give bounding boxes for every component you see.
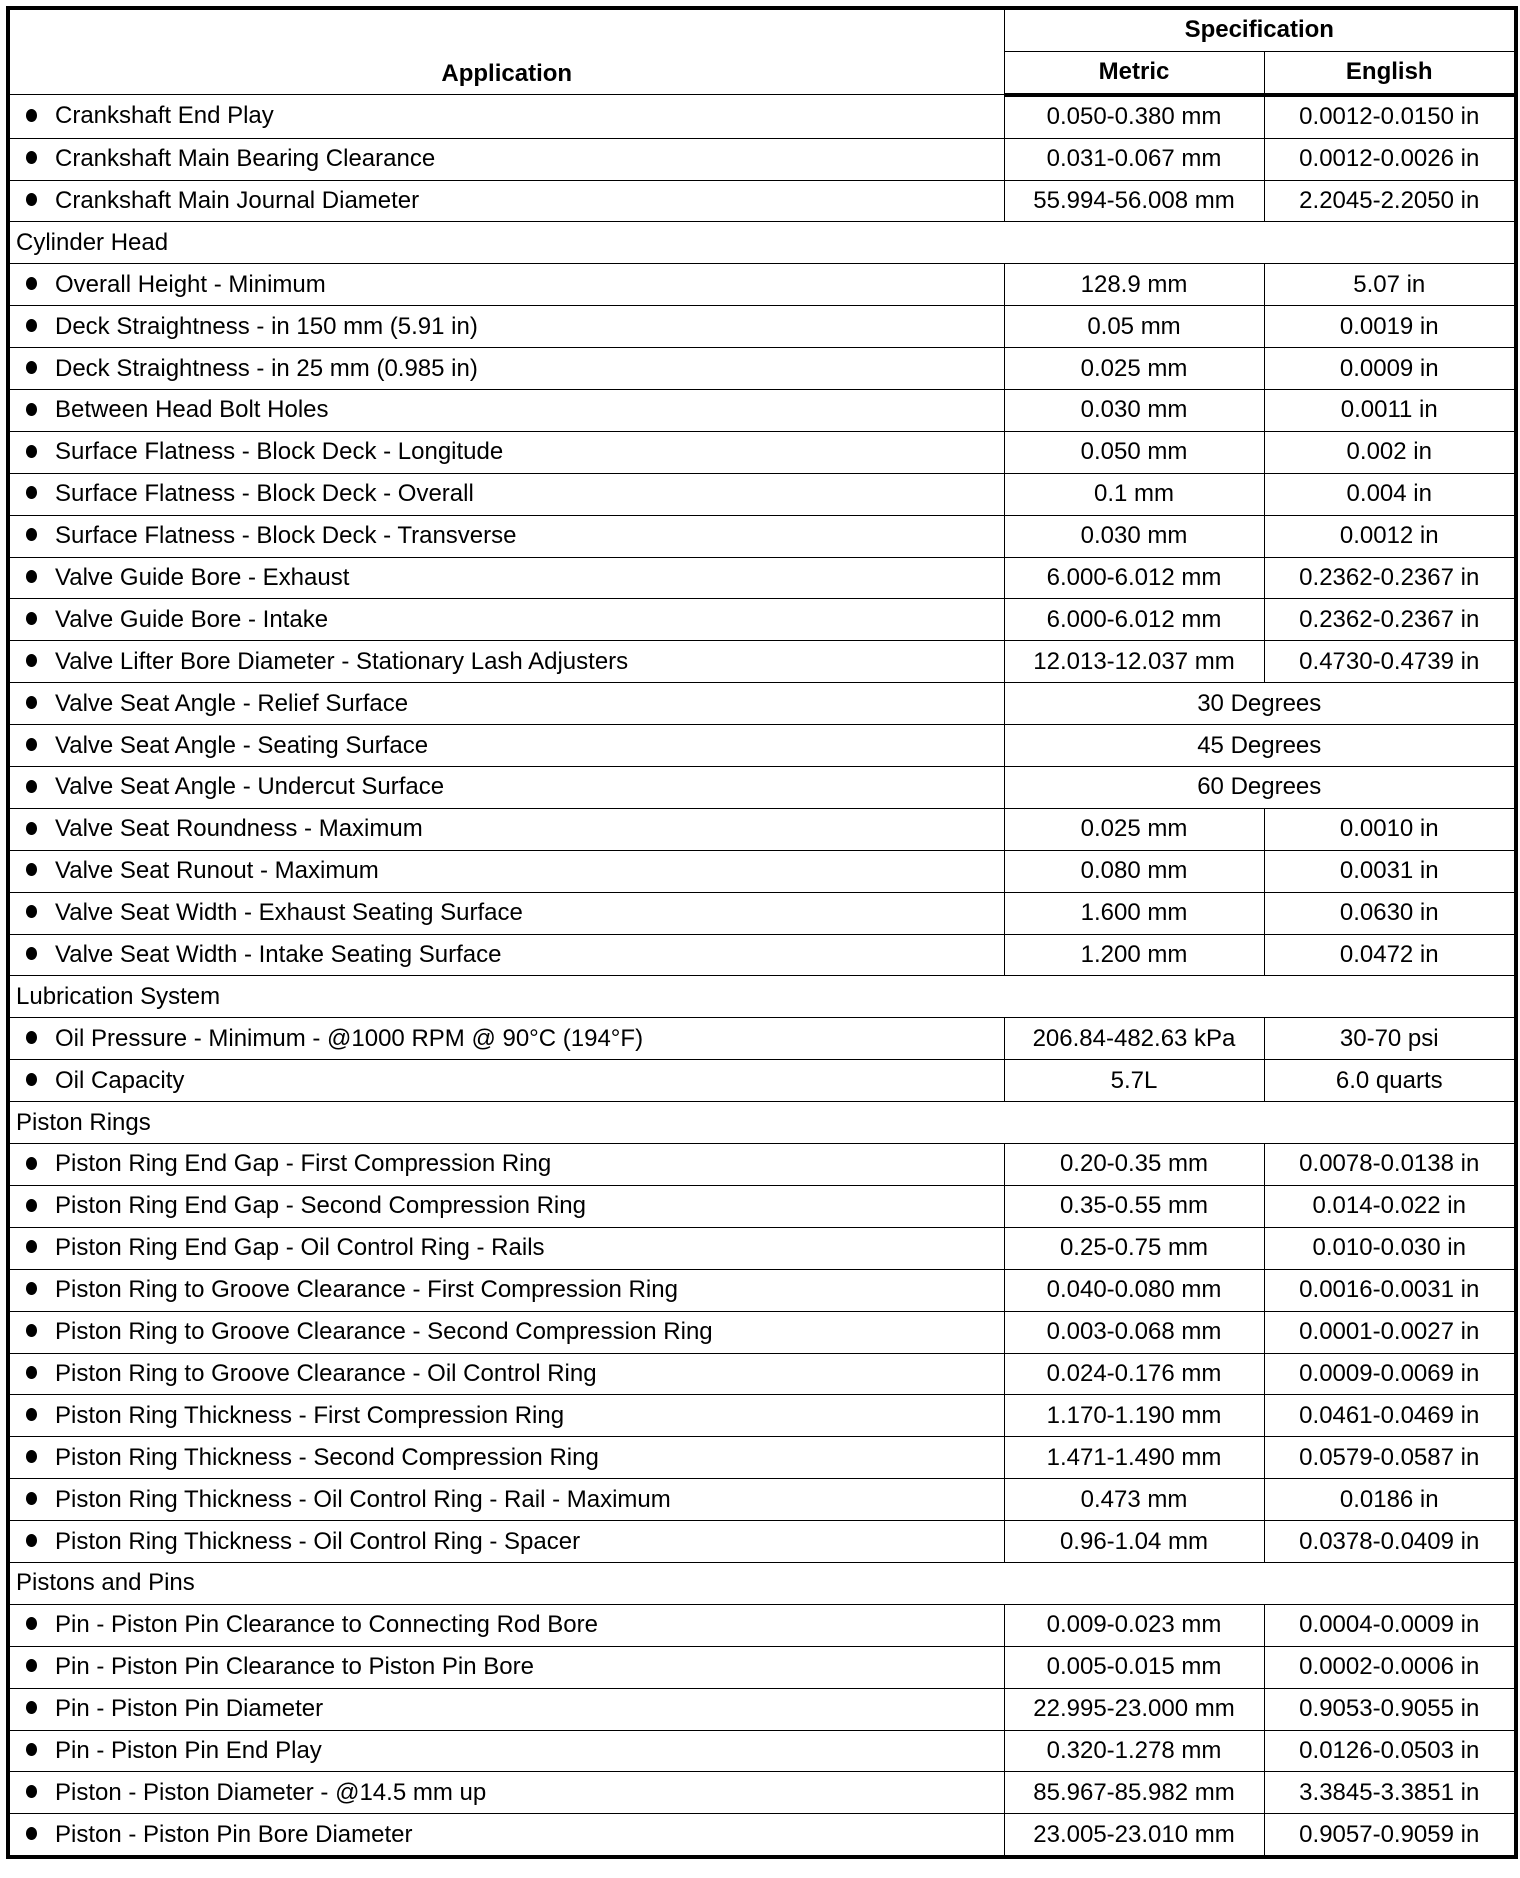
table-row [8, 138, 1516, 180]
metric-cell: 0.025 mm [1004, 348, 1264, 390]
application-label: Valve Seat Width - Intake Seating Surface [55, 941, 502, 969]
application-cell [8, 557, 1004, 599]
application-label: Crankshaft Main Bearing Clearance [55, 145, 436, 173]
application-cell [8, 641, 1004, 683]
english-cell: 0.004 in [1264, 473, 1516, 515]
english-cell: 0.0378-0.0409 in [1264, 1521, 1516, 1563]
metric-cell: 0.25-0.75 mm [1004, 1227, 1264, 1269]
english-cell: 0.0012-0.0026 in [1264, 138, 1516, 180]
application-cell [8, 1269, 1004, 1311]
table-row [8, 264, 1516, 306]
metric-cell: 0.025 mm [1004, 808, 1264, 850]
table-row [8, 390, 1516, 432]
table-row [8, 934, 1516, 976]
bullet-icon [26, 696, 37, 709]
metric-cell: 22.995-23.000 mm [1004, 1688, 1264, 1730]
english-cell: 0.9057-0.9059 in [1264, 1814, 1516, 1857]
application-cell [8, 1311, 1004, 1353]
application-label: Between Head Bolt Holes [55, 396, 329, 424]
metric-cell: 206.84-482.63 kPa [1004, 1018, 1264, 1060]
table-row [8, 1604, 1516, 1646]
application-cell [8, 348, 1004, 390]
metric-cell: 0.35-0.55 mm [1004, 1185, 1264, 1227]
metric-cell: 1.170-1.190 mm [1004, 1395, 1264, 1437]
application-cell [8, 1521, 1004, 1563]
table-row [8, 1144, 1516, 1186]
metric-cell: 0.080 mm [1004, 850, 1264, 892]
application-cell [8, 1018, 1004, 1060]
application-cell [8, 1479, 1004, 1521]
bullet-icon [26, 863, 37, 876]
application-cell [8, 892, 1004, 934]
table-row [8, 1227, 1516, 1269]
bullet-icon [26, 1240, 37, 1253]
table-body [8, 95, 1516, 1857]
metric-cell: 0.050-0.380 mm [1004, 95, 1264, 138]
bullet-icon [26, 1324, 37, 1337]
application-cell [8, 473, 1004, 515]
table-row [8, 1269, 1516, 1311]
bullet-icon [26, 905, 37, 918]
application-cell [8, 725, 1004, 767]
application-label: Pin - Piston Pin Clearance to Connecting Rod Bore [55, 1611, 598, 1639]
application-cell [8, 850, 1004, 892]
metric-cell: 0.003-0.068 mm [1004, 1311, 1264, 1353]
combined-spec-cell: 60 Degrees [1004, 767, 1516, 809]
english-cell: 0.0010 in [1264, 808, 1516, 850]
table-row [8, 850, 1516, 892]
english-cell: 0.0011 in [1264, 390, 1516, 432]
bullet-icon [26, 151, 37, 164]
metric-cell: 128.9 mm [1004, 264, 1264, 306]
bullet-icon [26, 1617, 37, 1630]
combined-spec-cell: 45 Degrees [1004, 725, 1516, 767]
table-row [8, 767, 1516, 809]
english-cell: 0.0031 in [1264, 850, 1516, 892]
table-row [8, 1353, 1516, 1395]
english-cell: 0.2362-0.2367 in [1264, 557, 1516, 599]
bullet-icon [26, 277, 37, 290]
english-cell: 0.010-0.030 in [1264, 1227, 1516, 1269]
application-cell [8, 1814, 1004, 1857]
application-label: Surface Flatness - Block Deck - Transverse [55, 522, 517, 550]
table-row [8, 683, 1516, 725]
metric-header: Metric [1004, 51, 1264, 94]
section-heading: Cylinder Head [8, 222, 1516, 264]
english-cell: 0.0078-0.0138 in [1264, 1144, 1516, 1186]
metric-cell: 0.030 mm [1004, 390, 1264, 432]
bullet-icon [26, 1199, 37, 1212]
application-label: Piston Ring to Groove Clearance - First Compression Ring [55, 1276, 678, 1304]
application-label: Overall Height - Minimum [55, 270, 326, 298]
metric-cell: 0.050 mm [1004, 431, 1264, 473]
bullet-icon [26, 947, 37, 960]
application-label: Pin - Piston Pin Clearance to Piston Pin Bore [55, 1653, 534, 1681]
english-cell: 0.0001-0.0027 in [1264, 1311, 1516, 1353]
application-label: Deck Straightness - in 25 mm (0.985 in) [55, 354, 478, 382]
bullet-icon [26, 1282, 37, 1295]
bullet-icon [26, 445, 37, 458]
bullet-icon [26, 1743, 37, 1756]
application-cell [8, 1227, 1004, 1269]
bullet-icon [26, 738, 37, 751]
bullet-icon [26, 1492, 37, 1505]
section-row [8, 976, 1516, 1018]
metric-cell: 0.473 mm [1004, 1479, 1264, 1521]
table-row [8, 892, 1516, 934]
application-label: Piston Ring Thickness - Oil Control Ring - Spacer [55, 1527, 581, 1555]
table-row [8, 1479, 1516, 1521]
english-cell: 3.3845-3.3851 in [1264, 1772, 1516, 1814]
application-cell [8, 808, 1004, 850]
application-label: Valve Seat Angle - Seating Surface [55, 731, 429, 759]
table-row [8, 725, 1516, 767]
english-cell: 0.0186 in [1264, 1479, 1516, 1521]
english-cell: 6.0 quarts [1264, 1060, 1516, 1102]
english-cell: 0.0012 in [1264, 515, 1516, 557]
metric-cell: 1.600 mm [1004, 892, 1264, 934]
application-header: Application [8, 8, 1004, 95]
english-cell: 0.0630 in [1264, 892, 1516, 934]
application-cell [8, 767, 1004, 809]
application-cell [8, 1646, 1004, 1688]
table-row [8, 473, 1516, 515]
metric-cell: 0.96-1.04 mm [1004, 1521, 1264, 1563]
bullet-icon [26, 612, 37, 625]
bullet-icon [26, 109, 37, 122]
application-label: Piston - Piston Diameter - @14.5 mm up [55, 1778, 487, 1806]
application-cell [8, 138, 1004, 180]
application-cell [8, 1060, 1004, 1102]
metric-cell: 85.967-85.982 mm [1004, 1772, 1264, 1814]
english-cell: 0.0002-0.0006 in [1264, 1646, 1516, 1688]
english-cell: 0.4730-0.4739 in [1264, 641, 1516, 683]
application-label: Pin - Piston Pin End Play [55, 1736, 322, 1764]
combined-spec-cell: 30 Degrees [1004, 683, 1516, 725]
bullet-icon [26, 1408, 37, 1421]
english-cell: 0.0579-0.0587 in [1264, 1437, 1516, 1479]
application-label: Valve Seat Runout - Maximum [55, 857, 379, 885]
section-row [8, 1102, 1516, 1144]
english-cell: 0.0472 in [1264, 934, 1516, 976]
application-cell [8, 1604, 1004, 1646]
table-row [8, 1646, 1516, 1688]
metric-cell: 12.013-12.037 mm [1004, 641, 1264, 683]
table-row [8, 1311, 1516, 1353]
bullet-icon [26, 654, 37, 667]
metric-cell: 0.030 mm [1004, 515, 1264, 557]
application-label: Piston Ring Thickness - Oil Control Ring - Rail - Maximum [55, 1485, 671, 1513]
table-row [8, 1688, 1516, 1730]
bullet-icon [26, 403, 37, 416]
bullet-icon [26, 570, 37, 583]
application-cell [8, 515, 1004, 557]
table-row [8, 599, 1516, 641]
application-label: Piston Ring End Gap - Second Compression Ring [55, 1192, 586, 1220]
table-row [8, 95, 1516, 138]
table-row [8, 1730, 1516, 1772]
bullet-icon [26, 1031, 37, 1044]
english-header: English [1264, 51, 1516, 94]
table-row [8, 1185, 1516, 1227]
application-cell [8, 1144, 1004, 1186]
application-label: Valve Seat Angle - Undercut Surface [55, 773, 445, 801]
application-label: Piston Ring Thickness - Second Compression Ring [55, 1443, 599, 1471]
metric-cell: 0.040-0.080 mm [1004, 1269, 1264, 1311]
metric-cell: 23.005-23.010 mm [1004, 1814, 1264, 1857]
table-row [8, 1060, 1516, 1102]
metric-cell: 0.20-0.35 mm [1004, 1144, 1264, 1186]
metric-cell: 0.005-0.015 mm [1004, 1646, 1264, 1688]
english-cell: 2.2045-2.2050 in [1264, 180, 1516, 222]
metric-cell: 0.024-0.176 mm [1004, 1353, 1264, 1395]
table-row [8, 1437, 1516, 1479]
application-label: Crankshaft End Play [55, 102, 274, 130]
bullet-icon [26, 822, 37, 835]
specification-header: Specification [1004, 8, 1516, 51]
application-cell [8, 1772, 1004, 1814]
specification-table [6, 6, 1518, 1859]
english-cell: 0.0461-0.0469 in [1264, 1395, 1516, 1437]
application-label: Surface Flatness - Block Deck - Overall [55, 480, 474, 508]
metric-cell: 55.994-56.008 mm [1004, 180, 1264, 222]
table-row [8, 180, 1516, 222]
section-heading: Pistons and Pins [8, 1562, 1516, 1604]
section-heading: Lubrication System [8, 976, 1516, 1018]
application-cell [8, 934, 1004, 976]
application-label: Oil Pressure - Minimum - @1000 RPM @ 90°C (194°F) [55, 1024, 644, 1052]
application-label: Deck Straightness - in 150 mm (5.91 in) [55, 312, 478, 340]
bullet-icon [26, 319, 37, 332]
application-label: Piston Ring End Gap - Oil Control Ring - Rails [55, 1234, 545, 1262]
table-row [8, 348, 1516, 390]
application-cell [8, 599, 1004, 641]
metric-cell: 0.009-0.023 mm [1004, 1604, 1264, 1646]
section-heading: Piston Rings [8, 1102, 1516, 1144]
application-cell [8, 1395, 1004, 1437]
metric-cell: 0.320-1.278 mm [1004, 1730, 1264, 1772]
bullet-icon [26, 1785, 37, 1798]
table-row [8, 1772, 1516, 1814]
table-row [8, 1018, 1516, 1060]
application-label: Piston Ring to Groove Clearance - Oil Control Ring [55, 1359, 597, 1387]
bullet-icon [26, 780, 37, 793]
english-cell: 0.0019 in [1264, 306, 1516, 348]
application-label: Piston Ring End Gap - First Compression Ring [55, 1150, 552, 1178]
application-label: Valve Seat Angle - Relief Surface [55, 689, 409, 717]
table-row [8, 431, 1516, 473]
application-label: Surface Flatness - Block Deck - Longitude [55, 438, 504, 466]
application-label: Piston - Piston Pin Bore Diameter [55, 1820, 413, 1848]
metric-cell: 6.000-6.012 mm [1004, 557, 1264, 599]
english-cell: 5.07 in [1264, 264, 1516, 306]
application-cell [8, 431, 1004, 473]
metric-cell: 5.7L [1004, 1060, 1264, 1102]
bullet-icon [26, 1073, 37, 1086]
application-cell [8, 306, 1004, 348]
table-row [8, 1395, 1516, 1437]
section-row [8, 222, 1516, 264]
application-cell [8, 683, 1004, 725]
table-row [8, 641, 1516, 683]
metric-cell: 1.200 mm [1004, 934, 1264, 976]
application-label: Piston Ring to Groove Clearance - Second Compression Ring [55, 1318, 713, 1346]
application-cell [8, 390, 1004, 432]
english-cell: 0.2362-0.2367 in [1264, 599, 1516, 641]
english-cell: 0.0009-0.0069 in [1264, 1353, 1516, 1395]
table-row [8, 515, 1516, 557]
application-label: Crankshaft Main Journal Diameter [55, 187, 420, 214]
bullet-icon [26, 193, 37, 206]
bullet-icon [26, 1659, 37, 1672]
application-label: Pin - Piston Pin Diameter [55, 1695, 324, 1723]
english-cell: 0.9053-0.9055 in [1264, 1688, 1516, 1730]
section-row [8, 1562, 1516, 1604]
application-label: Valve Guide Bore - Intake [55, 605, 329, 633]
application-cell [8, 264, 1004, 306]
bullet-icon [26, 1534, 37, 1547]
bullet-icon [26, 1827, 37, 1840]
bullet-icon [26, 1157, 37, 1170]
table-row [8, 557, 1516, 599]
table-row [8, 1814, 1516, 1857]
table-row [8, 306, 1516, 348]
application-cell [8, 1185, 1004, 1227]
english-cell: 0.002 in [1264, 431, 1516, 473]
bullet-icon [26, 528, 37, 541]
table-row [8, 1521, 1516, 1563]
english-cell: 0.0009 in [1264, 348, 1516, 390]
metric-cell: 0.05 mm [1004, 306, 1264, 348]
application-label: Piston Ring Thickness - First Compression Ring [55, 1401, 565, 1429]
english-cell: 0.0012-0.0150 in [1264, 95, 1516, 138]
bullet-icon [26, 1450, 37, 1463]
application-cell [8, 1353, 1004, 1395]
metric-cell: 6.000-6.012 mm [1004, 599, 1264, 641]
application-label: Valve Guide Bore - Exhaust [55, 564, 350, 592]
application-cell [8, 1688, 1004, 1730]
english-cell: 30-70 psi [1264, 1018, 1516, 1060]
metric-cell: 0.1 mm [1004, 473, 1264, 515]
application-cell [8, 1730, 1004, 1772]
metric-cell: 0.031-0.067 mm [1004, 138, 1264, 180]
application-label: Valve Seat Width - Exhaust Seating Surface [55, 899, 523, 927]
table-row [8, 808, 1516, 850]
bullet-icon [26, 361, 37, 374]
application-cell [8, 1437, 1004, 1479]
english-cell: 0.014-0.022 in [1264, 1185, 1516, 1227]
application-label: Oil Capacity [55, 1066, 185, 1094]
bullet-icon [26, 1366, 37, 1379]
metric-cell: 1.471-1.490 mm [1004, 1437, 1264, 1479]
application-cell [8, 95, 1004, 138]
bullet-icon [26, 486, 37, 499]
application-label: Valve Lifter Bore Diameter - Stationary Lash Adjusters [55, 647, 629, 675]
english-cell: 0.0126-0.0503 in [1264, 1730, 1516, 1772]
bullet-icon [26, 1701, 37, 1714]
application-cell [8, 180, 1004, 222]
english-cell: 0.0004-0.0009 in [1264, 1604, 1516, 1646]
english-cell: 0.0016-0.0031 in [1264, 1269, 1516, 1311]
application-label: Valve Seat Roundness - Maximum [55, 815, 423, 843]
